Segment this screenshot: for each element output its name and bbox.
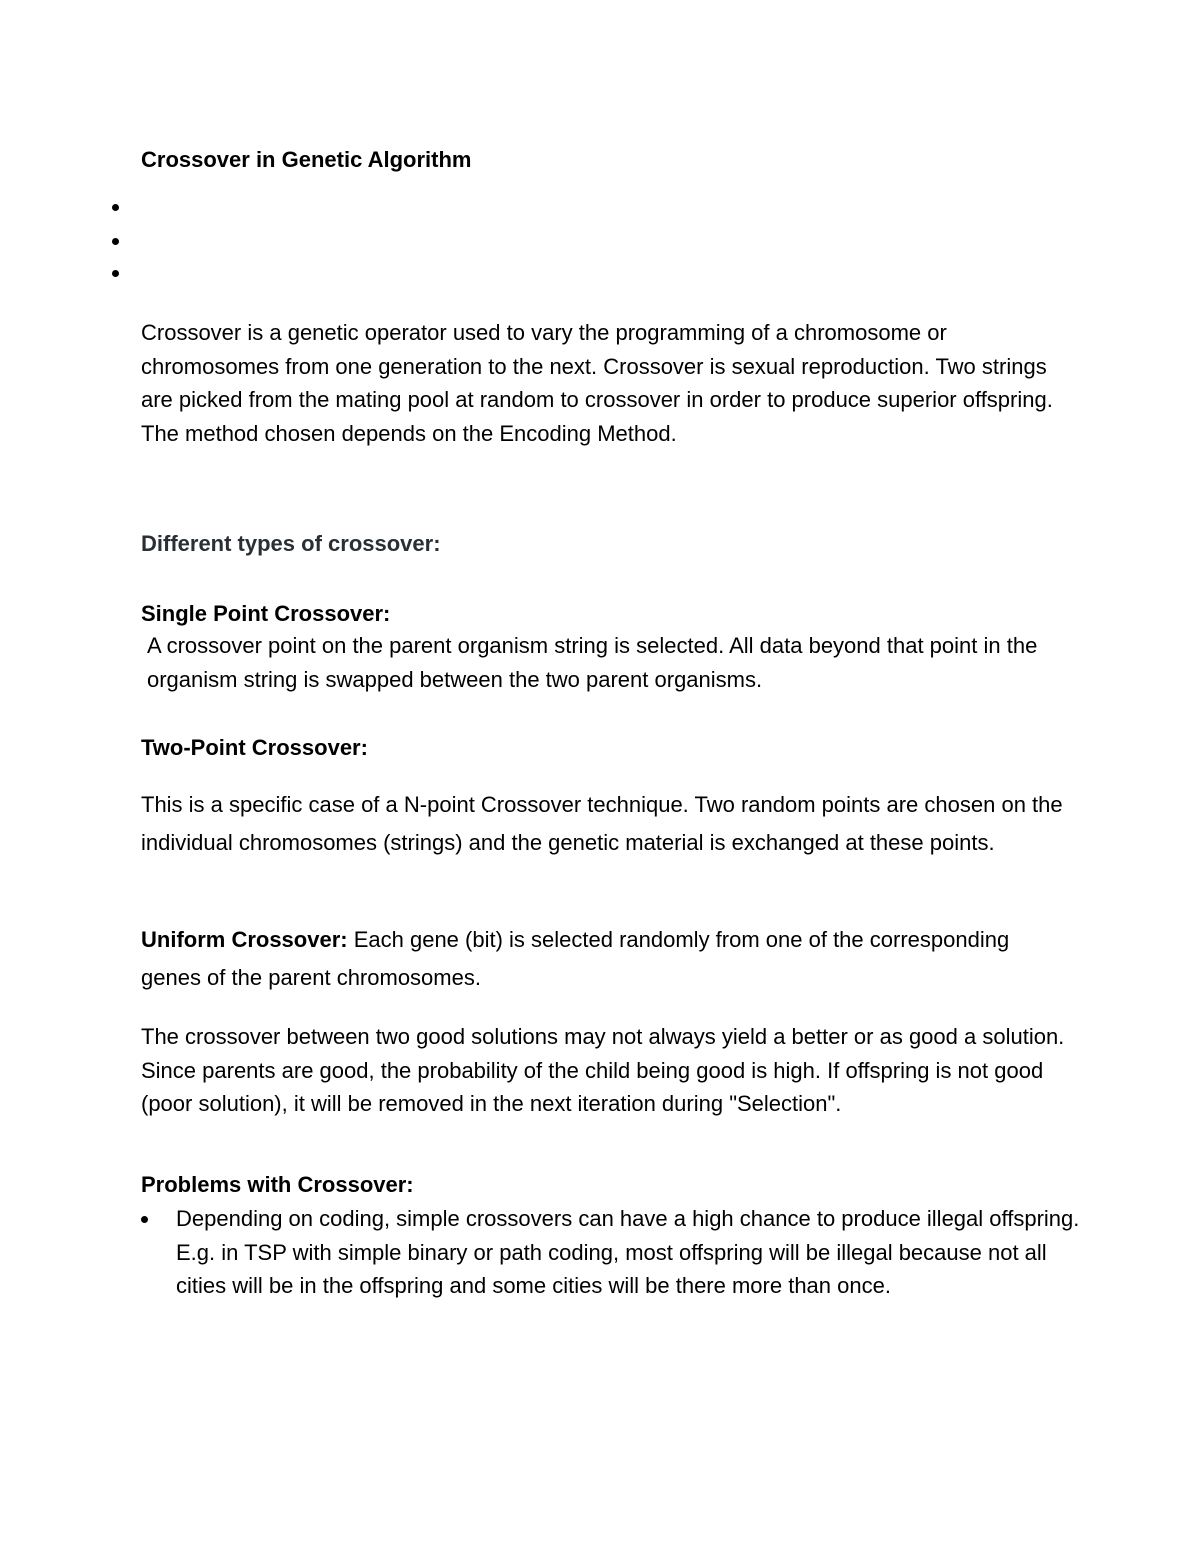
uniform-paragraph (141, 921, 1071, 997)
intro-paragraph: Crossover is a genetic operator used to vary the programming of a chromosome or chromosomes from one generation to the next. Crossover is sexual reproduction. Two strings are picked from the mating pool at random to crossover in order to produce superior offspring. The method chosen depends on the Encoding Method. (141, 320, 1053, 446)
remark-paragraph: The crossover between two good solutions may not always yield a better or as good a solution. Since parents are good, the probability of the child being good is high. If offspring is not good (poor solution), it will be removed in the next iteration during "Selection". (141, 1024, 1065, 1116)
empty-bullet-3 (112, 270, 119, 277)
problems-item-line2: E.g. in TSP with simple binary or path coding, most offspring will be illegal because not all cities will be in the offspring and some cities will be there more than once. (176, 1239, 1047, 1298)
single-point-text: A crossover point on the parent organism string is selected. All data beyond that point in the organism string is swapped between the two parent organisms. (147, 633, 1038, 692)
empty-bullet-1 (112, 204, 119, 211)
uniform-text: Each gene (bit) is selected randomly from one of the corresponding genes of the parent chromosomes. (141, 927, 1010, 990)
types-heading: Different types of crossover: (141, 531, 441, 556)
problems-heading: Problems with Crossover: (141, 1172, 414, 1197)
problems-item-line1: Depending on coding, simple crossovers can have a high chance to produce illegal offspring. (176, 1206, 1080, 1231)
document-title: Crossover in Genetic Algorithm (141, 147, 472, 172)
bullet-icon (141, 1216, 148, 1223)
uniform-heading: Uniform Crossover: (141, 927, 348, 952)
problems-list-item (141, 1202, 1081, 1303)
single-point-heading: Single Point Crossover: (141, 601, 391, 626)
empty-bullet-2 (112, 238, 119, 245)
two-point-heading: Two-Point Crossover: (141, 735, 368, 760)
two-point-text: This is a specific case of a N-point Crossover technique. Two random points are chosen on the individual chromosomes (strings) and the genetic material is exchanged at these points. (141, 792, 1063, 855)
